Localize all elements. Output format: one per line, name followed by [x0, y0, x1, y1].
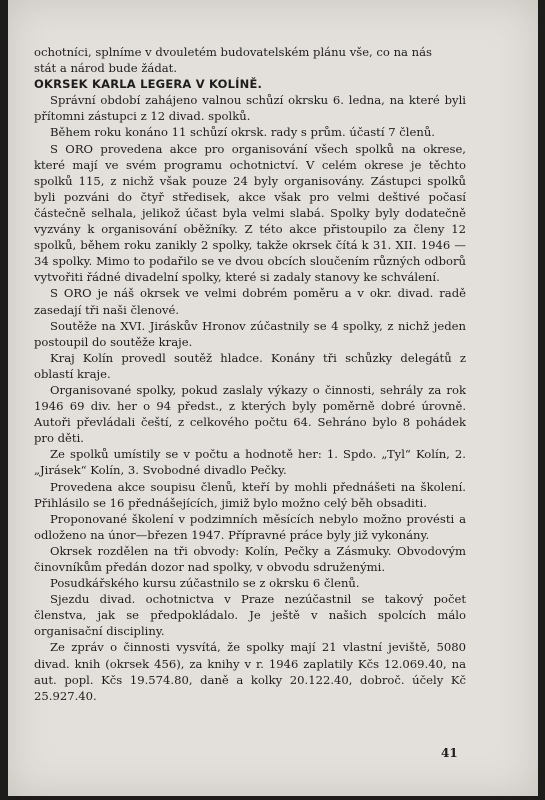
paragraph: Soutěže na XVI. Jiráskův Hronov zúčastnily se 4 spolky, z nichž jeden postoupil do soutěže kraje.: [34, 318, 466, 349]
paragraph: Proponované školení v podzimních měsících nebylo možno provésti a odloženo na únor—březen 1947. Přípravné práce byly již vykonány.: [34, 511, 466, 542]
paragraph: Ze spolků umístily se v počtu a hodnotě her: 1. Spdo. „Tyl“ Kolín, 2. „Jirásek“ Kolín, 3. Svobodné divadlo Pečky.: [34, 447, 466, 478]
page-text: [34, 44, 466, 704]
paragraph: Ze zpráv o činnosti vysvítá, že spolky mají 21 vlastní jeviště, 5080 divad. knih (okrsek 456), za knihy v r. 1946 zaplatily Kčs 12.069.40, na aut. popl. Kčs 19.574.80, daně a kolky 20.122.40, dobroč. účely Kč 25.927.40.: [34, 640, 466, 703]
paragraph: Okrsek rozdělen na tři obvody: Kolín, Pečky a Zásmuky. Obvodovým činovníkům předán dozor nad spolky, v obvodu sdruženými.: [34, 543, 466, 574]
paragraph: Během roku konáno 11 schůzí okrsk. rady s prům. účastí 7 členů.: [50, 125, 435, 140]
paragraph: S ORO provedena akce pro organisování všech spolků na okrese, které mají ve svém programu ochotnictví. V celém okrese je těchto spolků 115, z nichž však pouze 24 byly organisovány. Zástupci spolků byli pozváni do čtyř středisek, akce však pro velmi deštivé počasí částečně selhala, jelikož účast byla velmi slabá. Spolky byly dodatečně vyzvány k organisování oběžníky. Z této akce přistoupilo za členy 12 spolků, během roku zanikly 2 spolky, takže okrsek čítá k 31. XII. 1946 — 34 spolky. Mimo to podařilo se ve dvou obcích sloučením různých odborů vytvořiti řádné divadelní spolky, které si zadaly stanovy ke schválení.: [34, 141, 466, 285]
paragraph: Správní období zahájeno valnou schůzí okrsku 6. ledna, na které byli přítomni zástupci z 12 divad. spolků.: [34, 93, 466, 124]
intro-line-1: ochotníci, splníme v dvouletém budovatelském plánu vše, co na nás: [34, 45, 432, 59]
paragraph: S ORO je náš okrsek ve velmi dobrém poměru a v okr. divad. radě zasedají tři naši členové.: [34, 286, 466, 317]
paragraph: Kraj Kolín provedl soutěž hladce. Konány tři schůzky delegátů z oblastí kraje.: [34, 350, 466, 381]
section-heading: OKRSEK KARLA LEGERA V KOLÍNĚ.: [34, 77, 263, 92]
paragraph: Sjezdu divad. ochotnictva v Praze nezúčastnil se takový počet členstva, jak se předpokládalo. Je ještě v našich spolcích málo organisační discipliny.: [34, 592, 466, 639]
paragraph: Organisované spolky, pokud zaslaly výkazy o činnosti, sehrály za rok 1946 69 div. her o 94 předst., z kterých byly poměrně dobré úrovně. Autoři převládali čeští, z celkového počtu 64. Sehráno bylo 8 pohádek pro děti.: [34, 382, 466, 446]
paragraph: Posudkářského kursu zúčastnilo se z okrsku 6 členů.: [50, 576, 360, 591]
book-page: [8, 0, 538, 796]
page-number: 41: [441, 746, 458, 760]
paragraph: Provedena akce soupisu členů, kteří by mohli přednášeti na školení. Přihlásilo se 16 přednášejících, jimiž bylo možno celý běh obsaditi.: [34, 479, 466, 510]
intro-line-2: stát a národ bude žádat.: [34, 61, 178, 76]
